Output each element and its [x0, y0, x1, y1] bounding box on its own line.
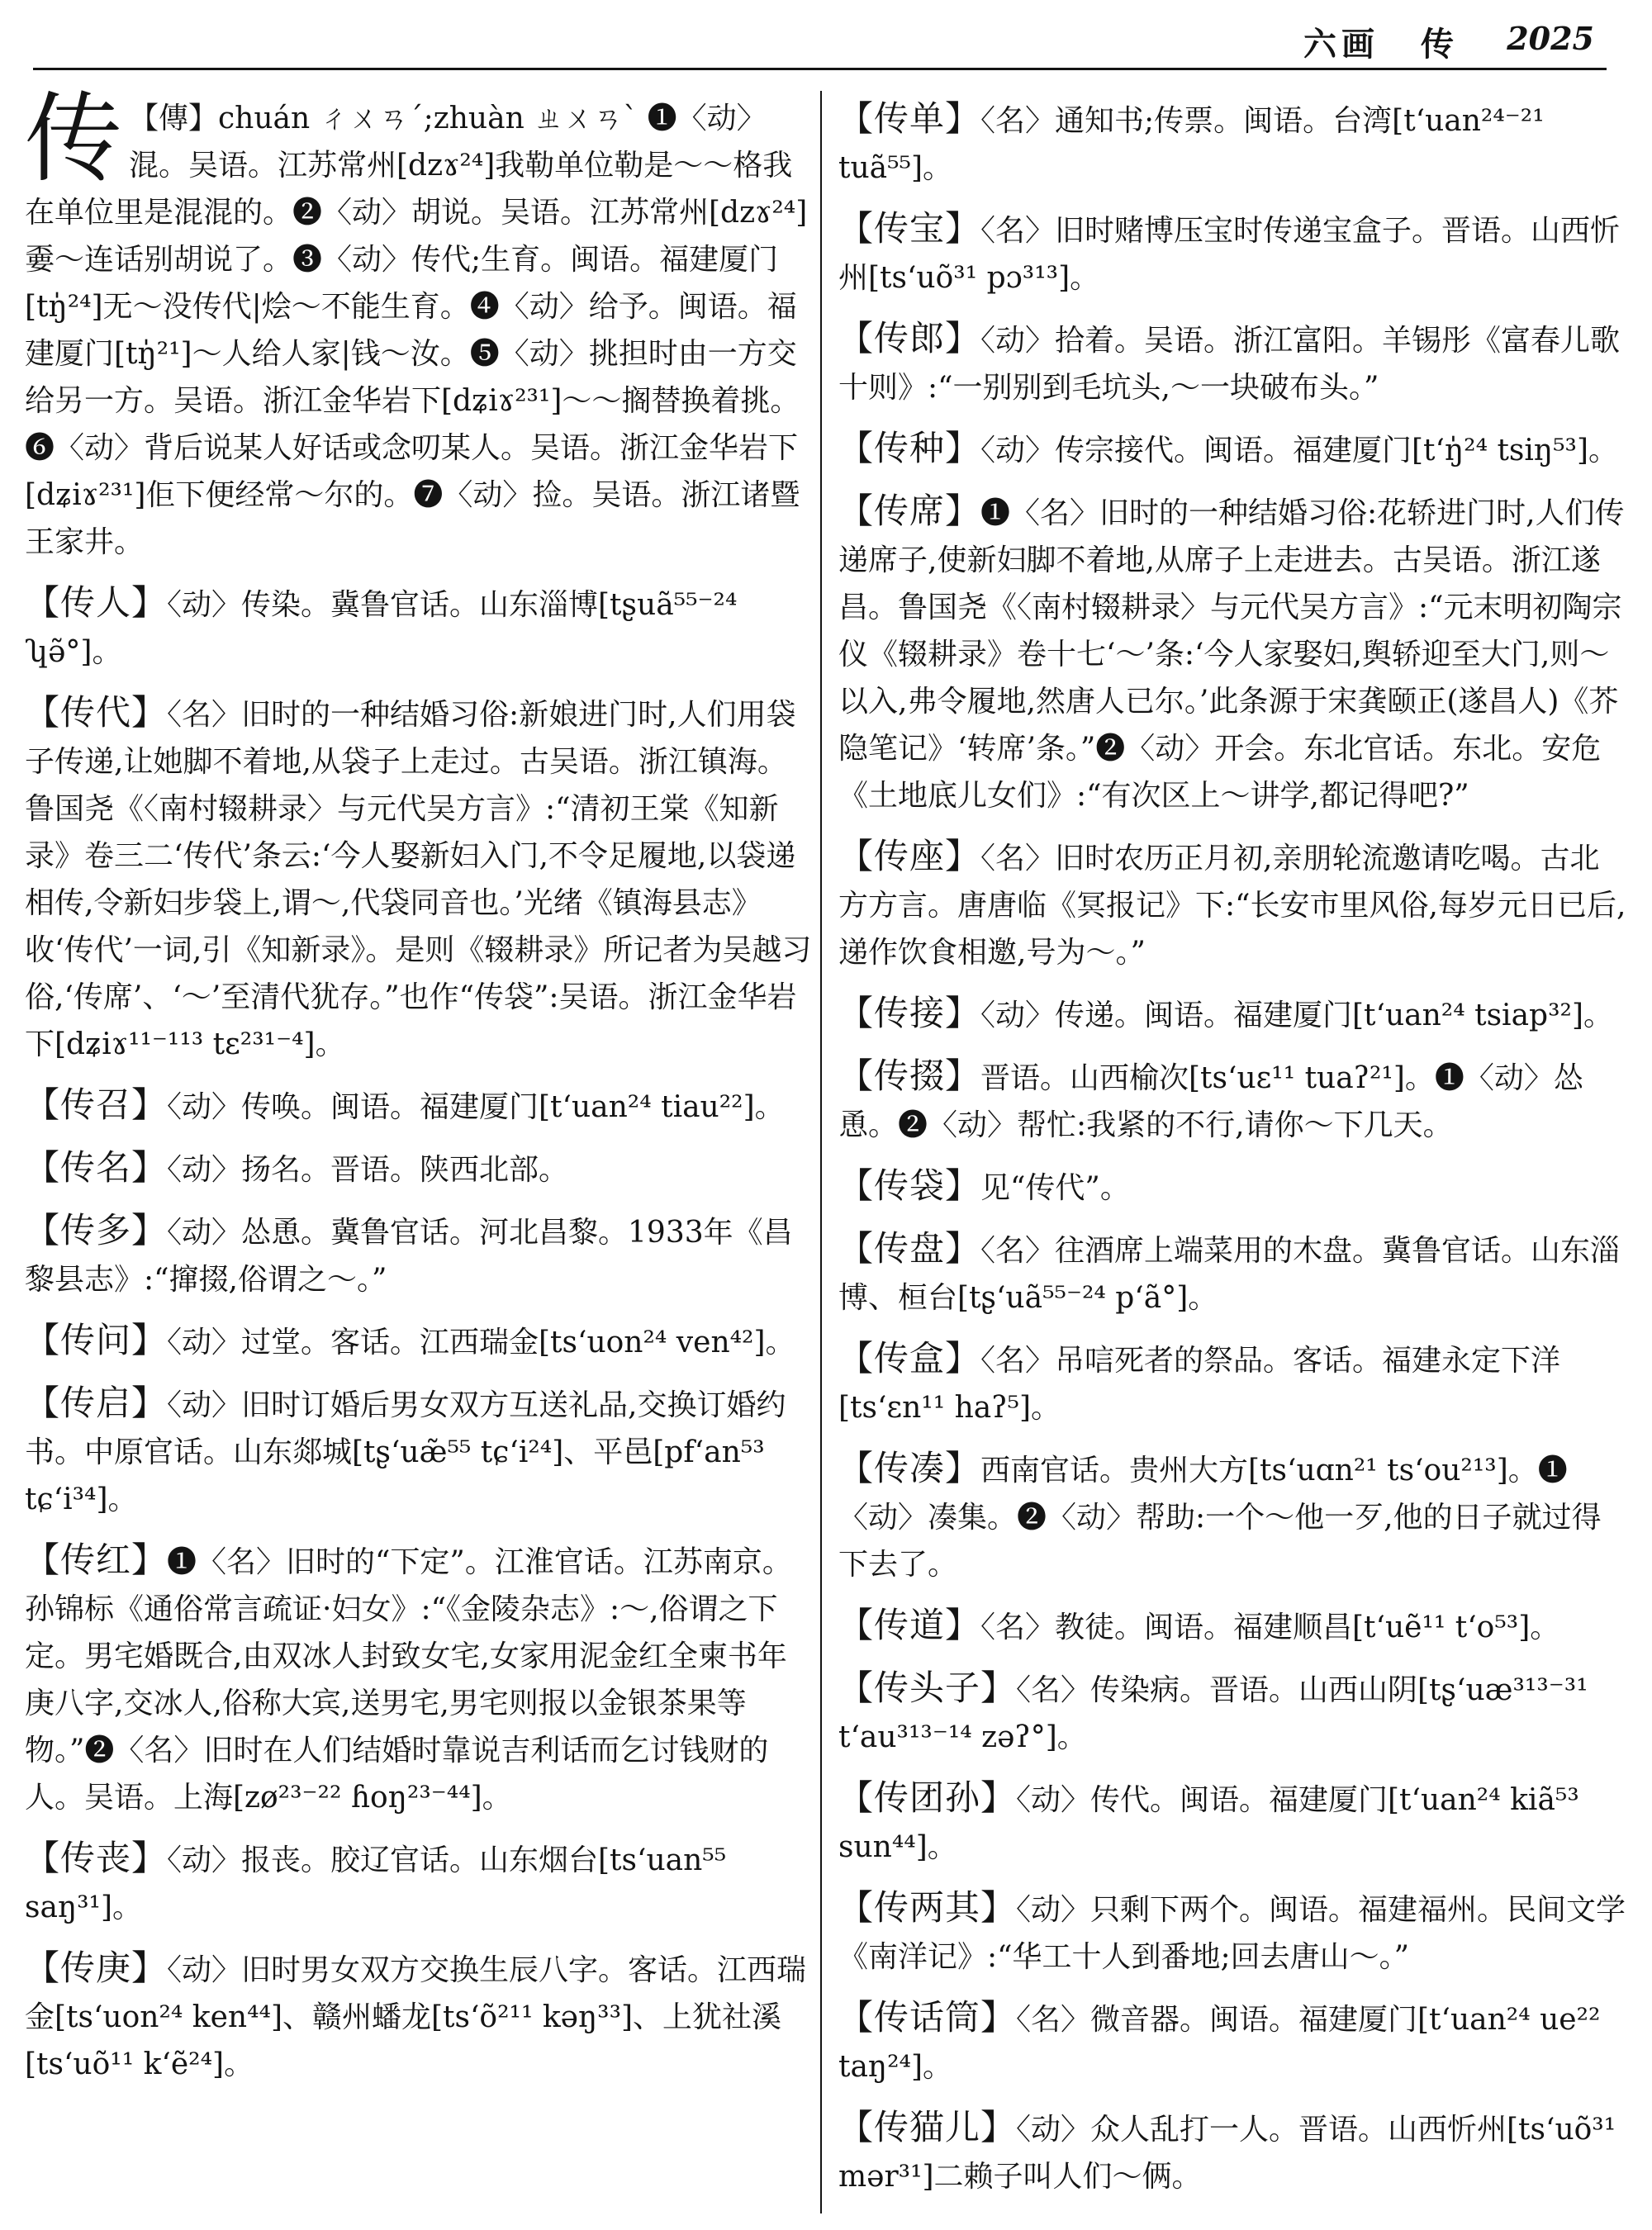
- entry: [25, 1834, 814, 1931]
- header-rule: [33, 68, 1607, 70]
- entry-headword: 【传团孙】: [838, 1777, 1017, 1818]
- entry-text: 〈动〉众人乱打一人。晋语。山西忻州[ts‘uõ³¹ mər³¹]二赖子叫人们～俩。: [838, 2113, 1616, 2194]
- entry: [838, 1664, 1627, 1761]
- section-label: 六画: [1303, 25, 1379, 64]
- entry-headword: 【传人】: [25, 582, 168, 623]
- entry-text: 〈动〉过堂。客话。江西瑞金[ts‘uon²⁴ ven⁴²]。: [167, 1326, 795, 1359]
- entry-headword: 【传名】: [25, 1147, 168, 1188]
- entry-headword: 【传接】: [838, 993, 981, 1033]
- entry-headword: 【传猫儿】: [838, 2107, 1017, 2147]
- entry: [838, 1225, 1627, 1321]
- entry-text: 见“传代”。: [980, 1171, 1130, 1205]
- entry-text: 〈动〉旧时订婚后男女双方互送礼品,交换订婚约书。中原官话。山东郯城[tʂ‘uæ̃⁵⁵ tɕ‘i²⁴]、平邑[pf‘an⁵³ tɕ‘i³⁴]。: [25, 1388, 786, 1516]
- entry-text: 〈名〉旧时农历正月初,亲朋轮流邀请吃喝。古北方方言。唐唐临《冥报记》下:“长安市里风俗,每岁元日已后,递作饮食相邀,号为～。”: [838, 842, 1626, 970]
- head-character: 传: [25, 82, 123, 196]
- entry-headword: 【传袋】: [838, 1165, 981, 1206]
- entry-text: ❶〈名〉旧时的一种结婚习俗:花轿进门时,人们传递席子,使新妇脚不着地,从席子上走进去。古吴语。浙江遂昌。鲁国尧《〈南村辍耕录〉与元代吴方言》:“元末明初陶宗仪《辍耕录》卷十七‘～’条:‘今人家娶妇,舆轿迎至大门,则～以入,弗令履地,然唐人已尔。’此条源于宋龚颐正(遂昌人)《芥隐笔记》‘转席’条。”❷〈动〉开会。东北官话。东北。安危《土地底儿女们》:“有次区上～讲学,都记得吧?”: [838, 496, 1625, 813]
- column-divider: [820, 91, 822, 2213]
- entry-text: 〈动〉传代。闽语。福建厦门[t‘uan²⁴ kiã⁵³ sun⁴⁴]。: [838, 1783, 1579, 1864]
- entry: [838, 1994, 1627, 2090]
- page-number: 2025: [1507, 20, 1594, 57]
- entry-text: 〈动〉扬名。晋语。陕西北部。: [167, 1153, 569, 1187]
- entry: [25, 1379, 814, 1523]
- entry: [838, 487, 1627, 819]
- entry-headword: 【传红】: [25, 1540, 168, 1580]
- entry: [25, 1081, 814, 1131]
- entry-headword: 【传召】: [25, 1084, 168, 1125]
- entry: [838, 425, 1627, 474]
- entry-headword: 【传郎】: [838, 318, 981, 358]
- entry-text: 〈动〉传唤。闽语。福建厦门[t‘uan²⁴ tiau²²]。: [167, 1090, 785, 1124]
- entry: [25, 1207, 814, 1303]
- entry-headword: 【传多】: [25, 1210, 168, 1250]
- entry-headword: 【传盒】: [838, 1338, 981, 1378]
- entry-text: 〈名〉传染病。晋语。山西山阴[tʂ‘uæ³¹³⁻³¹ t‘au³¹³⁻¹⁴ zəʔ°]。: [838, 1673, 1588, 1754]
- entry-text: 西南官话。贵州大方[ts‘uɑn²¹ ts‘ou²¹³]。❶〈动〉凑集。❷〈动〉帮助:一个～他一歹,他的日子就过得下去了。: [838, 1454, 1602, 1582]
- entry: [838, 1445, 1627, 1588]
- entry-headword: 【传盘】: [838, 1228, 981, 1269]
- entry: [838, 1774, 1627, 1871]
- entry: [838, 1601, 1627, 1651]
- entry-text: 〈名〉往酒席上端菜用的木盘。冀鲁官话。山东淄博、桓台[tʂ‘uã⁵⁵⁻²⁴ p‘ã°]。: [838, 1234, 1621, 1315]
- entry-headword: 【传问】: [25, 1320, 168, 1360]
- entry: [838, 833, 1627, 976]
- entry-headword: 【传道】: [838, 1605, 981, 1645]
- header-character: 传: [1421, 25, 1454, 64]
- entry-text: ❶〈名〉旧时的“下定”。江淮官话。江苏南京。孙锦标《通俗常言疏证·妇女》:“《金陵杂志》:～,俗谓之下定。男宅婚既合,由双冰人封致女宅,女家用泥金红全柬书年庚八字,交冰人,俗称大宾,送男宅,男宅则报以金银茶果等物。”❷〈名〉旧时在人们结婚时靠说吉利话而乞讨钱财的人。吴语。上海[zø²³⁻²² ɦoŋ²³⁻⁴⁴]。: [25, 1545, 792, 1815]
- entry-headword: 【传单】: [838, 98, 981, 139]
- entry-text: 〈动〉传宗接代。闽语。福建厦门[t‘ŋ̍²⁴ tsiŋ⁵³]。: [980, 434, 1619, 467]
- entry-text: 〈动〉怂恿。冀鲁官话。河北昌黎。1933年《昌黎县志》:“撺掇,俗谓之～。”: [25, 1216, 793, 1297]
- entry-text: 〈动〉报丧。胶辽官话。山东烟台[ts‘uan⁵⁵ saŋ³¹]。: [25, 1843, 727, 1924]
- entry-headword: 【传宝】: [838, 208, 981, 249]
- entry-text: 〈名〉旧时赌博压宝时传递宝盒子。晋语。山西忻州[ts‘uõ³¹ pɔ³¹³]。: [838, 214, 1621, 295]
- entry: [838, 989, 1627, 1039]
- entry: [838, 1162, 1627, 1212]
- entry-headword: 【传凑】: [838, 1448, 981, 1488]
- entry-text: 〈名〉吊唁死者的祭品。客话。福建永定下洋[ts‘ɛn¹¹ haʔ⁵]。: [838, 1344, 1561, 1425]
- entry-text: 〈名〉通知书;传票。闽语。台湾[t‘uan²⁴⁻²¹ tuã⁵⁵]。: [838, 104, 1545, 185]
- entry-text: 〈名〉教徒。闽语。福建顺昌[t‘uẽ¹¹ t‘o⁵³]。: [980, 1611, 1560, 1644]
- left-column: [25, 82, 814, 2101]
- right-column: [838, 95, 1627, 2213]
- entry-headword: 【传头子】: [838, 1668, 1017, 1708]
- entry-headword: 【传席】: [838, 491, 981, 531]
- entry-text: 〈名〉旧时的一种结婚习俗:新娘进门时,人们用袋子传递,让她脚不着地,从袋子上走过。古吴语。浙江镇海。鲁国尧《〈南村辍耕录〉与元代吴方言》:“清初王棠《知新录》卷三二‘传代’条云:‘今人娶新妇入门,不令足履地,以袋递相传,令新妇步袋上,谓～,代袋同音也。’光绪《镇海县志》收‘传代’一词,引《知新录》。是则《辍耕录》所记者为吴越习俗,‘传席’、‘～’至清代犹存。”也作“传袋”:吴语。浙江金华岩下[dʑiɤ¹¹⁻¹¹³ tɛ²³¹⁻⁴]。: [25, 698, 812, 1061]
- entry: [25, 1536, 814, 1821]
- entry: [25, 579, 814, 676]
- entry-text: 〈动〉旧时男女双方交换生辰八字。客话。江西瑞金[ts‘uon²⁴ ken⁴⁴]、赣州蟠龙[ts‘õ²¹¹ kəŋ³³]、上犹社溪[ts‘uõ¹¹ k‘ẽ²⁴]。: [25, 1953, 807, 2081]
- entry: [838, 1335, 1627, 1431]
- entry: [25, 1944, 814, 2088]
- entry-headword: 【传庚】: [25, 1948, 168, 1988]
- page-header: [0, 0, 1652, 66]
- entry-text: 〈动〉传递。闽语。福建厦门[t‘uan²⁴ tsiap³²]。: [980, 999, 1613, 1032]
- entry-headword: 【传代】: [25, 692, 168, 733]
- entry: [25, 1144, 814, 1193]
- entry: [838, 1884, 1627, 1981]
- entry-headword: 【传话筒】: [838, 1997, 1017, 2038]
- entry: [25, 689, 814, 1068]
- entry-headword: 【传两其】: [838, 1887, 1017, 1928]
- head-entry-text: 【傳】chuán ㄔㄨㄢˊ;zhuàn ㄓㄨㄢˋ ❶〈动〉混。吴语。江苏常州[dzɤ²⁴]我勒单位勒是～～格我在单位里是混混的。❷〈动〉胡说。吴语。江苏常州[dzɤ²⁴]嫑～连话别胡说了。❸〈动〉传代;生育。闽语。福建厦门[tŋ̍²⁴]无～没传代|烩～不能生育。❹〈动〉给予。闽语。福建厦门[tŋ̍²¹]～人给人家|钱～汝。❺〈动〉挑担时由一方交给另一方。吴语。浙江金华岩下[dʑiɤ²³¹]～～搁替换着挑。❻〈动〉背后说某人好话或念叨某人。吴语。浙江金华岩下[dʑiɤ²³¹]佢下便经常～尔的。❼〈动〉捡。吴语。浙江诸暨王家井。: [25, 102, 808, 559]
- entry-text: 〈动〉只剩下两个。闽语。福建福州。民间文学《南洋记》:“华工十人到番地;回去唐山～。”: [838, 1893, 1626, 1974]
- entry: [838, 95, 1627, 192]
- entry-text: 〈动〉拾着。吴语。浙江富阳。羊锡彤《富春儿歌十则》:“一别别到毛坑头,～一块破布头。”: [838, 324, 1621, 405]
- entry: [838, 315, 1627, 411]
- entry-text: 〈动〉传染。冀鲁官话。山东淄博[tʂuã⁵⁵⁻²⁴ ʮə̃°]。: [25, 588, 738, 669]
- entry-headword: 【传掇】: [838, 1056, 981, 1096]
- entry-text: 晋语。山西榆次[ts‘uɛ¹¹ tuaʔ²¹]。❶〈动〉怂恿。❷〈动〉帮忙:我紧的不行,请你～下几天。: [838, 1061, 1583, 1142]
- entry-headword: 【传座】: [838, 836, 981, 876]
- entry: [25, 1317, 814, 1366]
- entry: [838, 205, 1627, 301]
- entry-headword: 【传种】: [838, 428, 981, 468]
- entry-text: 〈名〉微音器。闽语。福建厦门[t‘uan²⁴ ue²² taŋ²⁴]。: [838, 2003, 1601, 2084]
- entry-headword: 【传启】: [25, 1383, 168, 1423]
- head-entry: [25, 82, 814, 566]
- entry: [838, 2104, 1627, 2200]
- entry-headword: 【传丧】: [25, 1838, 168, 1878]
- entry: [838, 1052, 1627, 1149]
